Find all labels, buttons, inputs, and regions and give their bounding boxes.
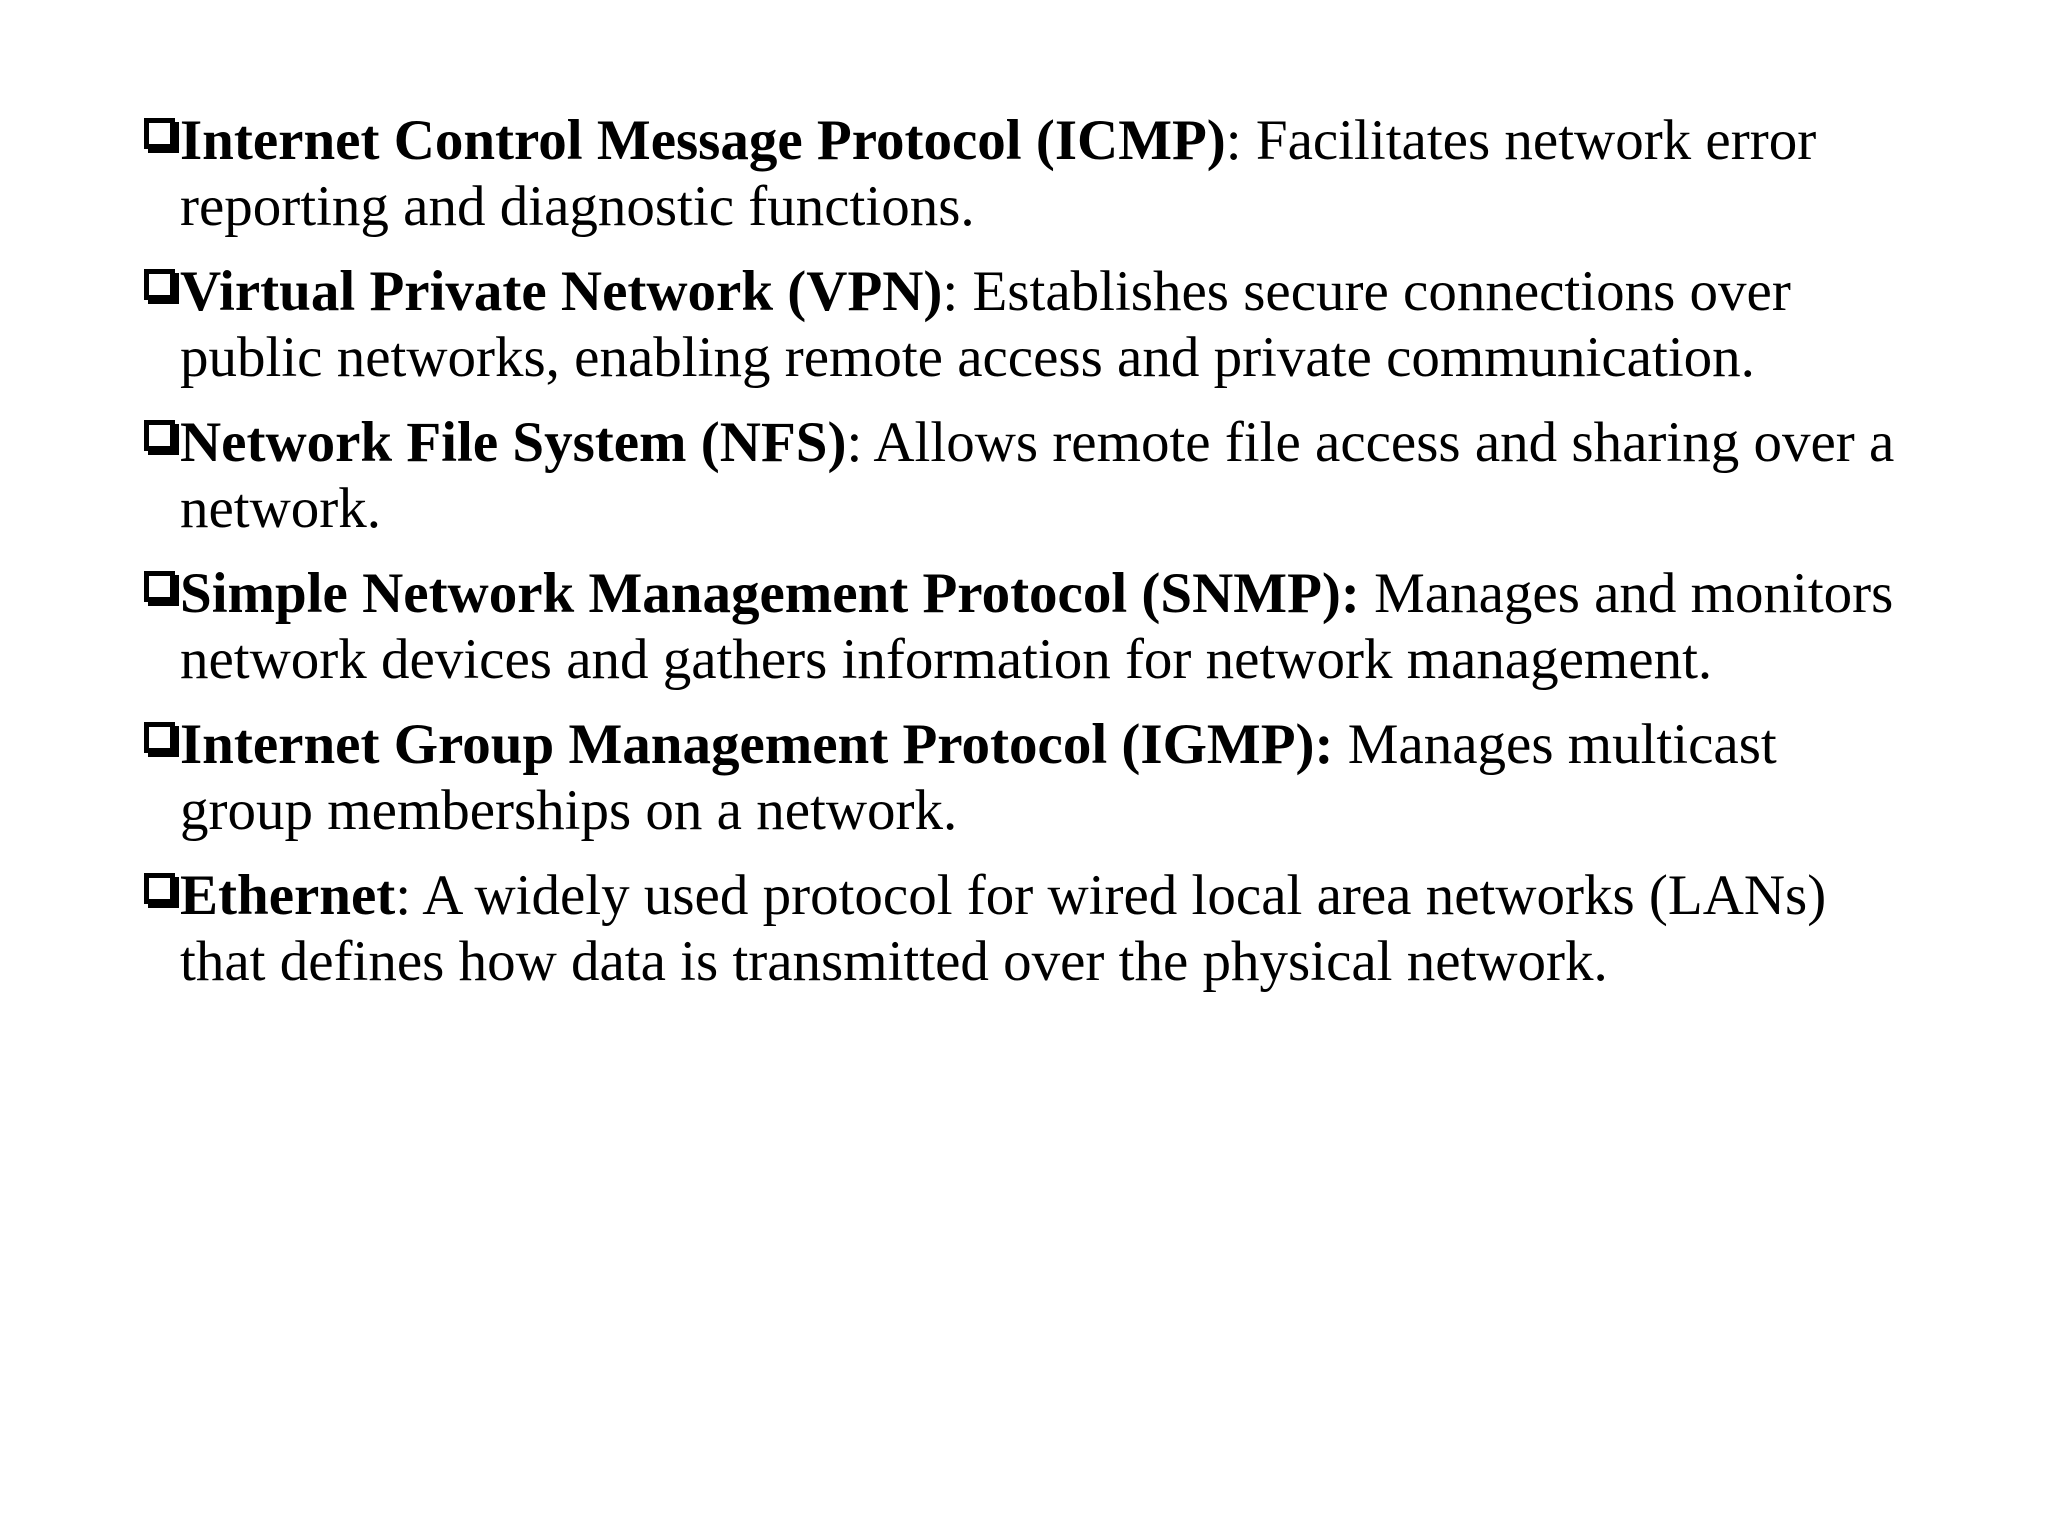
checkbox-square-icon — [144, 269, 175, 300]
list-item — [142, 410, 1902, 542]
protocol-term: Internet Control Message Protocol (ICMP) — [180, 109, 1226, 172]
list-item — [142, 561, 1902, 693]
list-item — [142, 712, 1902, 844]
protocol-description: Manages multicast group memberships on a network. — [180, 713, 1777, 842]
protocol-description: : Facilitates network error reporting and diagnostic functions. — [180, 109, 1817, 238]
protocol-term: Simple Network Management Protocol (SNMP): — [180, 562, 1360, 625]
protocol-term: Ethernet — [180, 864, 396, 927]
checkbox-square-icon — [144, 873, 175, 904]
protocol-term: Internet Group Management Protocol (IGMP): — [180, 713, 1334, 776]
protocol-description: : Allows remote file access and sharing over a network. — [180, 411, 1895, 540]
protocol-description: : Establishes secure connections over public networks, enabling remote access and private communication. — [180, 260, 1791, 389]
bullet-list — [142, 108, 1902, 1014]
list-item-text — [180, 108, 1902, 240]
list-item-text — [180, 561, 1902, 693]
list-item-text — [180, 259, 1902, 391]
protocol-description: Manages and monitors network devices and gathers information for network management. — [180, 562, 1894, 691]
list-item-text — [180, 712, 1902, 844]
checkbox-square-icon — [144, 420, 175, 451]
list-item — [142, 259, 1902, 391]
protocol-term: Network File System (NFS) — [180, 411, 847, 474]
list-item-text — [180, 410, 1902, 542]
checkbox-square-icon — [144, 722, 175, 753]
protocol-description: : A widely used protocol for wired local area networks (LANs) that defines how data is transmitted over the physical network. — [180, 864, 1827, 993]
checkbox-square-icon — [144, 118, 175, 149]
protocol-term: Virtual Private Network (VPN) — [180, 260, 943, 323]
list-item — [142, 863, 1902, 995]
list-item-text — [180, 863, 1902, 995]
list-item — [142, 108, 1902, 240]
checkbox-square-icon — [144, 571, 175, 602]
